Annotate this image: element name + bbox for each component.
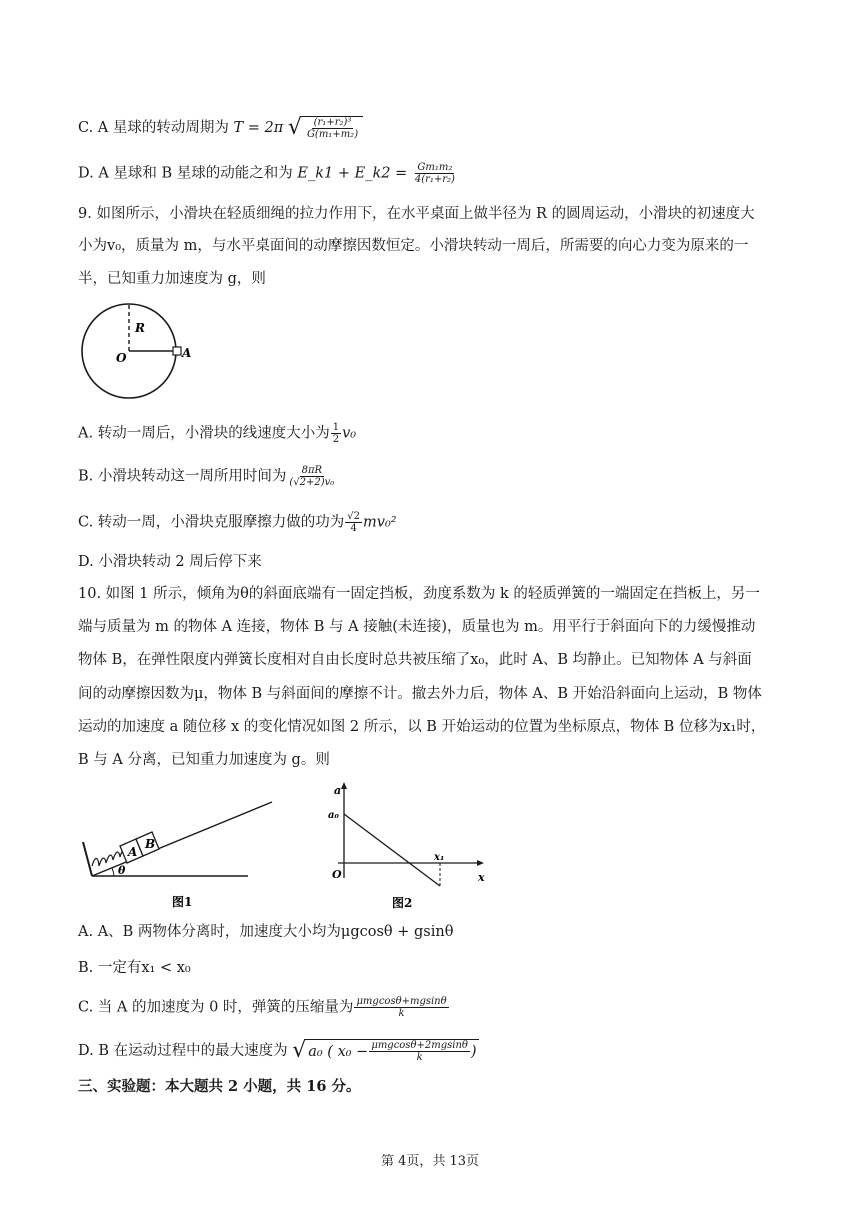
page-footer: 第 4页，共 13页 xyxy=(380,1154,480,1169)
q9-option-a-suffix: v₀ xyxy=(342,425,357,442)
q10-stem-line-4: 间的动摩擦因数为μ，物体 B 与斜面间的摩擦不计。撤去外力后，物体 A、B 开始沿斜面向上运动，B 物体 xyxy=(78,686,762,702)
figure-1-caption: 图1 xyxy=(172,895,193,909)
q9-option-a-fraction xyxy=(331,422,341,445)
q9-option-d: D. 小滑块转动 2 周后停下来 xyxy=(78,554,262,570)
x-axis-arrow xyxy=(477,860,484,866)
a-x-line xyxy=(344,814,440,886)
q10-option-d-text: D. B 在运动过程中的最大速度为 xyxy=(78,1043,288,1059)
q10-figure-1 xyxy=(78,790,278,915)
fraction-numerator: √2 xyxy=(347,511,361,522)
fraction-numerator: μmgcosθ+2mgsinθ xyxy=(371,1040,468,1051)
axis-x-label: x xyxy=(478,871,485,884)
angle-label: θ xyxy=(118,864,126,877)
q9-slider-block xyxy=(173,347,181,355)
q9-stem-line-3: 半，已知重力加速度为 g，则 xyxy=(78,271,266,287)
q10-option-b: B. 一定有x₁ < x₀ xyxy=(78,960,191,976)
fraction-denominator: k xyxy=(416,1052,423,1063)
q9-option-a-text: A. 转动一周后，小滑块的线速度大小为 xyxy=(78,425,330,442)
q10-option-c-text: C. 当 A 的加速度为 0 时，弹簧的压缩量为 xyxy=(78,999,354,1016)
section-3-heading: 三、实验题：本大题共 2 小题，共 16 分。 xyxy=(78,1078,361,1095)
x1-label: x₁ xyxy=(434,852,445,863)
q8-option-c-formula: T = 2π xyxy=(233,120,284,136)
q9-option-b-fraction xyxy=(287,465,336,488)
q10-option-c xyxy=(78,996,782,1019)
q9-option-c-fraction xyxy=(345,511,362,534)
q9-option-b xyxy=(78,465,782,488)
q9-circle-figure xyxy=(78,300,192,400)
a0-label: a₀ xyxy=(328,810,339,821)
q8-option-d xyxy=(78,162,782,185)
q8-option-c-sqrt: √ $\frac{\text{(r₁+r₂)³}}{\text{G(m₁+m₂)}}$ xyxy=(288,116,363,140)
figure-2-caption: 图2 xyxy=(392,896,413,910)
q10-option-d-inner-right: ) xyxy=(470,1043,477,1060)
stop-plate xyxy=(83,842,92,876)
fraction-numerator: μmgcosθ+mgsinθ xyxy=(356,996,447,1007)
q9-label-r: R xyxy=(135,321,145,335)
fraction-denominator: (√2+2)v₀ xyxy=(289,477,335,488)
q9-stem-line-2: 小为v₀，质量为 m，与水平桌面间的动摩擦因数恒定。小滑块转动一周后，所需要的向心力变为原来的一 xyxy=(78,238,749,254)
q10-stem-line-3: 物体 B，在弹性限度内弹簧长度相对自由长度时总共被压缩了x₀，此时 A、B 均静止。已知物体 A 与斜面 xyxy=(78,652,752,668)
q10-option-c-fraction xyxy=(354,996,448,1019)
q9-stem-line-1: 9. 如图所示，小滑块在轻质细绳的拉力作用下，在水平桌面上做半径为 R 的圆周运动，小滑块的初速度大 xyxy=(78,206,755,222)
q10-option-d-inner-left: a₀ ( x₀ − xyxy=(308,1043,369,1060)
q10-option-d-fraction xyxy=(369,1040,470,1063)
q8-option-d-formula: E_k1 + E_k2 = xyxy=(297,165,408,182)
q10-stem-line-2: 端与质量为 m 的物体 A 连接，物体 B 与 A 接触(未连接)，质量也为 m。用平行于斜面向下的力缓慢推动 xyxy=(78,619,756,635)
q9-option-b-text: B. 小滑块转动这一周所用时间为 xyxy=(78,468,287,485)
fraction-numerator: 8πR xyxy=(301,465,323,476)
q9-option-c-suffix: mv₀² xyxy=(363,514,397,531)
fraction-denominator: 4(r₁+r₂) xyxy=(414,174,455,185)
q9-option-c xyxy=(78,511,782,534)
q9-label-o: O xyxy=(116,351,127,365)
block-b-label: B xyxy=(145,837,156,851)
block-a-label: A xyxy=(128,845,138,859)
q10-option-d xyxy=(78,1039,782,1063)
q9-option-c-text: C. 转动一周，小滑块克服摩擦力做的功为 xyxy=(78,514,345,531)
q8-option-c xyxy=(78,116,782,140)
q10-option-a: A. A、B 两物体分离时，加速度大小均为μgcosθ + gsinθ xyxy=(78,924,454,940)
q10-figure-2 xyxy=(318,780,498,915)
q9-label-a: A xyxy=(182,346,192,360)
q10-stem-line-6: B 与 A 分离，已知重力加速度为 g。则 xyxy=(78,752,330,768)
y-axis-arrow xyxy=(341,782,347,789)
q8-option-d-fraction xyxy=(413,162,457,185)
axis-a-label: a xyxy=(334,784,342,797)
origin-label: O xyxy=(332,868,342,881)
q9-option-a xyxy=(78,422,782,445)
q10-stem-line-1: 10. 如图 1 所示，倾角为θ的斜面底端有一固定挡板，劲度系数为 k 的轻质弹簧的一端固定在挡板上，另一 xyxy=(78,586,760,602)
fraction-numerator: 1 xyxy=(332,422,340,433)
q8-option-c-fraction xyxy=(305,117,360,140)
angle-arc xyxy=(112,868,114,876)
q8-option-c-text: C. A 星球的转动周期为 xyxy=(78,120,229,136)
q8-option-d-text: D. A 星球和 B 星球的动能之和为 xyxy=(78,165,293,182)
fraction-denominator: G(m₁+m₂) xyxy=(306,129,359,140)
q10-stem-line-5: 运动的加速度 a 随位移 x 的变化情况如图 2 所示，以 B 开始运动的位置为坐标原点，物体 B 位移为x₁时， xyxy=(78,719,766,735)
fraction-denominator: k xyxy=(398,1008,405,1019)
fraction-denominator: 2 xyxy=(332,434,340,445)
q10-option-d-sqrt: √ a₀ ( x₀ − $\frac{\text{μmgcosθ+2mgsinθ}}{k}$ ) xyxy=(292,1038,477,1063)
fraction-denominator: 4 xyxy=(350,523,357,534)
fraction-numerator: (r₁+r₂)³ xyxy=(313,117,352,128)
fraction-numerator: Gm₁m₂ xyxy=(417,162,453,173)
